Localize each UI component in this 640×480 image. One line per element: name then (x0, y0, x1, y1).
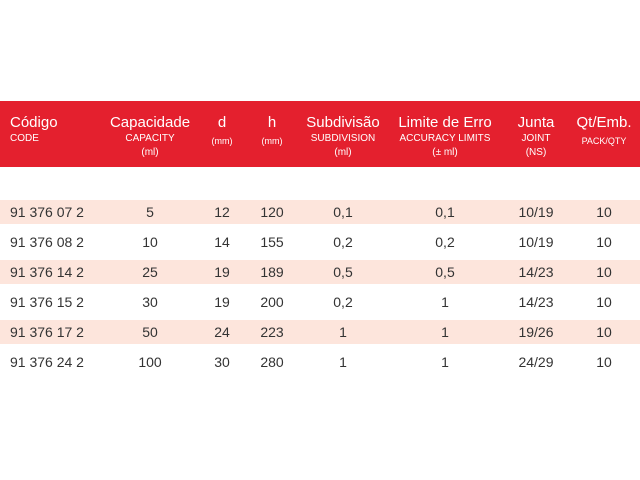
header-capacidade (100, 101, 200, 167)
header-junta (508, 101, 564, 167)
header-subdivisao-sublabel: SUBDIVISION (310, 133, 376, 144)
cell-h: 189 (260, 264, 284, 280)
header-d (202, 101, 242, 167)
cell-joint: 24/29 (518, 354, 554, 370)
header-limite-sublabel: ACCURACY LIMITS (399, 133, 491, 144)
cell-d: 14 (214, 234, 230, 250)
cell-subdivision: 1 (339, 354, 347, 370)
cell-code: 91 376 07 2 (10, 204, 84, 220)
cell-joint: 10/19 (518, 204, 554, 220)
cell-code: 91 376 14 2 (10, 264, 84, 280)
cell-qty: 10 (596, 234, 612, 250)
cell-limit: 0,5 (435, 264, 455, 280)
cell-capacity: 5 (146, 204, 154, 220)
cell-h: 200 (260, 294, 284, 310)
cell-limit: 0,1 (435, 204, 455, 220)
cell-joint: 14/23 (518, 264, 554, 280)
cell-capacity: 25 (142, 264, 158, 280)
header-limite (390, 101, 500, 167)
cell-d: 24 (214, 324, 230, 340)
cell-h: 120 (260, 204, 284, 220)
header-qt-sublabel: PACK/QTY (581, 136, 627, 146)
header-qt-label: Qt/Emb. (576, 114, 632, 131)
header-capacidade-label: Capacidade (109, 114, 191, 131)
table-row (0, 260, 640, 284)
cell-h: 155 (260, 234, 284, 250)
header-h-label: h (267, 114, 277, 131)
table-row (0, 290, 640, 314)
cell-subdivision: 0,2 (333, 234, 353, 250)
header-h (250, 101, 294, 167)
cell-h: 223 (260, 324, 284, 340)
cell-subdivision: 1 (339, 324, 347, 340)
cell-joint: 10/19 (518, 234, 554, 250)
cell-code: 91 376 17 2 (10, 324, 84, 340)
table-header (0, 101, 640, 167)
cell-qty: 10 (596, 324, 612, 340)
cell-joint: 19/26 (518, 324, 554, 340)
cell-capacity: 10 (142, 234, 158, 250)
header-junta-unit: (NS) (525, 147, 547, 158)
header-subdivisao-label: Subdivisão (306, 114, 380, 131)
table-row (0, 230, 640, 254)
header-limite-unit: (± ml) (432, 147, 458, 158)
header-junta-sublabel: JOINT (521, 133, 551, 144)
cell-limit: 1 (441, 354, 449, 370)
header-h-unit: (mm) (261, 136, 283, 146)
table-row (0, 320, 640, 344)
header-codigo-label: Código (10, 114, 58, 131)
cell-d: 19 (214, 294, 230, 310)
cell-limit: 1 (441, 294, 449, 310)
header-codigo (10, 101, 100, 167)
cell-qty: 10 (596, 264, 612, 280)
cell-d: 12 (214, 204, 230, 220)
cell-qty: 10 (596, 354, 612, 370)
header-d-unit: (mm) (211, 136, 233, 146)
table-row (0, 350, 640, 374)
cell-code: 91 376 15 2 (10, 294, 84, 310)
header-limite-label: Limite de Erro (398, 114, 492, 131)
header-codigo-sublabel: CODE (10, 133, 39, 144)
cell-qty: 10 (596, 294, 612, 310)
cell-qty: 10 (596, 204, 612, 220)
header-d-label: d (217, 114, 227, 131)
cell-subdivision: 0,2 (333, 294, 353, 310)
cell-capacity: 30 (142, 294, 158, 310)
table-row (0, 200, 640, 224)
header-junta-label: Junta (517, 114, 555, 131)
cell-joint: 14/23 (518, 294, 554, 310)
cell-d: 30 (214, 354, 230, 370)
cell-code: 91 376 24 2 (10, 354, 84, 370)
cell-limit: 1 (441, 324, 449, 340)
cell-subdivision: 0,5 (333, 264, 353, 280)
header-subdivisao (296, 101, 390, 167)
cell-limit: 0,2 (435, 234, 455, 250)
cell-h: 280 (260, 354, 284, 370)
cell-capacity: 50 (142, 324, 158, 340)
cell-code: 91 376 08 2 (10, 234, 84, 250)
header-qt (568, 101, 640, 167)
cell-d: 19 (214, 264, 230, 280)
header-capacidade-sublabel: CAPACITY (125, 133, 175, 144)
header-subdivisao-unit: (ml) (334, 147, 352, 158)
header-capacidade-unit: (ml) (141, 147, 159, 158)
cell-subdivision: 0,1 (333, 204, 353, 220)
cell-capacity: 100 (138, 354, 162, 370)
